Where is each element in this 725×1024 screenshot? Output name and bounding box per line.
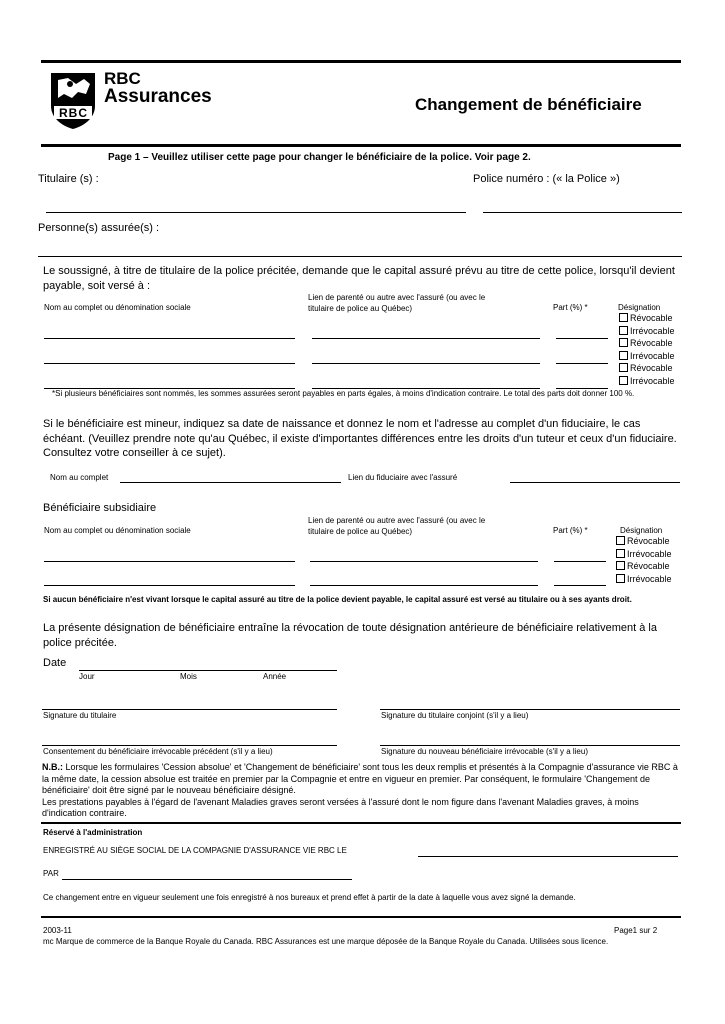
holder-signature-line[interactable] <box>42 709 337 710</box>
subsidiary-relation-line[interactable] <box>310 585 538 586</box>
trustee-relation-label: Lien du fiduciaire avec l'assuré <box>348 473 458 482</box>
rbc-logo <box>48 70 98 130</box>
checkbox-icon[interactable] <box>619 363 628 372</box>
checkbox-icon[interactable] <box>619 338 628 347</box>
statement-text: Le soussigné, à titre de titulaire de la police précitée, demande que le capital assuré prévu au titre de cette police, lorsqu'il devient payable, soit versé à : <box>43 265 675 292</box>
irrevocable-option[interactable]: Irrévocable <box>616 548 672 561</box>
logo-brand: RBC <box>104 69 141 88</box>
date-year-label: Année <box>263 672 287 681</box>
checkbox-icon[interactable] <box>619 326 628 335</box>
joint-holder-signature-label: Signature du titulaire conjoint (s'il y a lieu) <box>381 711 529 720</box>
header-rule <box>41 144 681 147</box>
checkbox-icon[interactable] <box>619 351 628 360</box>
designation-options-1 <box>619 312 675 387</box>
beneficiary-designation-header: Désignation <box>618 303 661 312</box>
beneficiary-relation-line[interactable] <box>312 363 540 364</box>
date-month-label: Mois <box>180 672 197 681</box>
beneficiary-name-line[interactable] <box>44 338 295 339</box>
beneficiary-share-header: Part (%) * <box>553 303 588 312</box>
subsidiary-share-header: Part (%) * <box>553 526 588 535</box>
checkbox-icon[interactable] <box>616 561 625 570</box>
insured-line[interactable] <box>38 256 682 257</box>
checkbox-icon[interactable] <box>619 376 628 385</box>
rbc-shield-icon <box>48 70 98 130</box>
prior-consent-signature-label: Consentement du bénéficiaire irrévocable précédent (s'il y a lieu) <box>43 747 273 756</box>
beneficiary-share-line[interactable] <box>556 338 608 339</box>
admin-by-line[interactable] <box>62 879 352 880</box>
checkbox-icon[interactable] <box>616 574 625 583</box>
irrevocable-option[interactable]: Irrévocable <box>619 325 675 338</box>
date-label: Date <box>43 657 67 669</box>
irrevocable-option[interactable]: Irrévocable <box>616 573 672 586</box>
nb-note <box>42 762 682 820</box>
revocation-note: La présente désignation de bénéficiaire entraîne la révocation de toute désignation antérieure de bénéficiaire relativement à la police précitée. <box>43 622 657 649</box>
footer-trademark: mc Marque de commerce de la Banque Royale du Canada. RBC Assurances est une marque déposée de la Banque Royale du Canada. Utilisées sous licence. <box>43 937 609 946</box>
subsidiary-name-line[interactable] <box>44 561 295 562</box>
nb-text-2: Les prestations payables à l'égard de l'avenant Maladies graves seront versées à l'assuré dont le nom figure dans l'avenant Maladies graves, à moins d'indication contraire. <box>42 796 639 818</box>
subsidiary-title: Bénéficiaire subsidiaire <box>43 502 157 514</box>
revocable-option[interactable]: Révocable <box>619 312 675 325</box>
logo-name: Assurances <box>104 86 212 107</box>
beneficiary-name-header: Nom au complet ou dénomination sociale <box>44 303 191 312</box>
admin-effect-note: Ce changement entre en vigueur seulement une fois enregistré à nos bureaux et prend effet à partir de la date à laquelle vous avez signé la demande. <box>43 893 576 902</box>
page-title: Changement de bénéficiaire <box>415 95 642 114</box>
policy-line[interactable] <box>483 212 682 213</box>
top-rule <box>41 60 681 63</box>
subsidiary-name-line[interactable] <box>44 585 295 586</box>
subsidiary-relation-line[interactable] <box>310 561 538 562</box>
footer-rule <box>41 916 681 918</box>
admin-registered-label: ENREGISTRÉ AU SIÈGE SOCIAL DE LA COMPAGNIE D'ASSURANCE VIE RBC LE <box>43 846 347 855</box>
page-subtitle: Page 1 – Veuillez utiliser cette page pour changer le bénéficiaire de la police. Voir page 2. <box>108 152 531 163</box>
multiple-beneficiaries-note: *Si plusieurs bénéficiaires sont nommés, les sommes assurées seront payables en parts égales, à moins d'indication contraire. Le total des parts doit donner 100 %. <box>52 389 635 398</box>
prior-consent-signature-line[interactable] <box>42 745 337 746</box>
logo-shield-text: RBC <box>59 106 88 120</box>
nb-label: N.B.: <box>42 762 63 772</box>
revocable-option[interactable]: Révocable <box>619 337 675 350</box>
admin-by-label: PAR <box>43 869 59 878</box>
trustee-name-label: Nom au complet <box>50 473 109 482</box>
revocable-option[interactable]: Révocable <box>616 560 672 573</box>
checkbox-icon[interactable] <box>616 549 625 558</box>
beneficiary-relation-header: Lien de parenté ou autre avec l'assuré (ou avec le titulaire de police au Québec) <box>308 293 486 313</box>
trustee-name-line[interactable] <box>120 482 341 483</box>
irrevocable-option[interactable]: Irrévocable <box>619 350 675 363</box>
joint-holder-signature-line[interactable] <box>380 709 680 710</box>
admin-rule <box>41 822 681 824</box>
subsidiary-designation-header: Désignation <box>620 526 663 535</box>
new-irrevocable-signature-line[interactable] <box>380 745 680 746</box>
checkbox-icon[interactable] <box>619 313 628 322</box>
trustee-relation-line[interactable] <box>510 482 680 483</box>
admin-registered-line[interactable] <box>418 856 678 857</box>
nb-text: Lorsque les formulaires 'Cession absolue' et 'Changement de bénéficiaire' sont tous les deux remplis et présentés à la Compagnie d'assurance vie RBC à la même date, la cession absolue est traitée en premier par la Compagnie et entre en vigueur en premier. Par conséquent, le formulaire 'Changement de bénéficiaire' doit être signé par le nouveau bénéficiaire désigné. <box>42 762 678 795</box>
beneficiary-name-line[interactable] <box>44 363 295 364</box>
footer-code: 2003-11 <box>43 926 72 935</box>
admin-title: Réservé à l'administration <box>43 828 143 837</box>
revocable-option[interactable]: Révocable <box>616 535 672 548</box>
subsidiary-share-line[interactable] <box>554 585 606 586</box>
date-day-label: Jour <box>79 672 95 681</box>
holder-label: Titulaire (s) : <box>38 173 99 185</box>
checkbox-icon[interactable] <box>616 536 625 545</box>
subsidiary-name-header: Nom au complet ou dénomination sociale <box>44 526 191 535</box>
policy-label: Police numéro : (« la Police ») <box>473 173 620 185</box>
no-beneficiary-note: Si aucun bénéficiaire n'est vivant lorsque le capital assuré au titre de la police devient payable, le capital assuré est versé au titulaire ou à ses ayants droit. <box>43 595 632 604</box>
designation-options-2 <box>616 535 672 585</box>
irrevocable-option[interactable]: Irrévocable <box>619 375 675 388</box>
beneficiary-share-line[interactable] <box>556 363 608 364</box>
subsidiary-relation-header: Lien de parenté ou autre avec l'assuré (ou avec le titulaire de police au Québec) <box>308 516 486 536</box>
holder-line[interactable] <box>46 212 466 213</box>
subsidiary-share-line[interactable] <box>554 561 606 562</box>
holder-signature-label: Signature du titulaire <box>43 711 117 720</box>
footer-page: Page1 sur 2 <box>614 926 658 935</box>
revocable-option[interactable]: Révocable <box>619 362 675 375</box>
insured-label: Personne(s) assurée(s) : <box>38 222 160 234</box>
date-line[interactable] <box>79 670 337 671</box>
beneficiary-relation-line[interactable] <box>312 338 540 339</box>
new-irrevocable-signature-label: Signature du nouveau bénéficiaire irrévocable (s'il y a lieu) <box>381 747 588 756</box>
minor-beneficiary-note: Si le bénéficiaire est mineur, indiquez sa date de naissance et donnez le nom et l'adresse au complet d'un fiduciaire, le cas échéant. (Veuillez prendre note qu'au Québec, il existe d'importantes différences entre les droits d'un tuteur et ceux d'un fiduciaire. Consultez votre conseiller à ce sujet). <box>43 418 677 459</box>
